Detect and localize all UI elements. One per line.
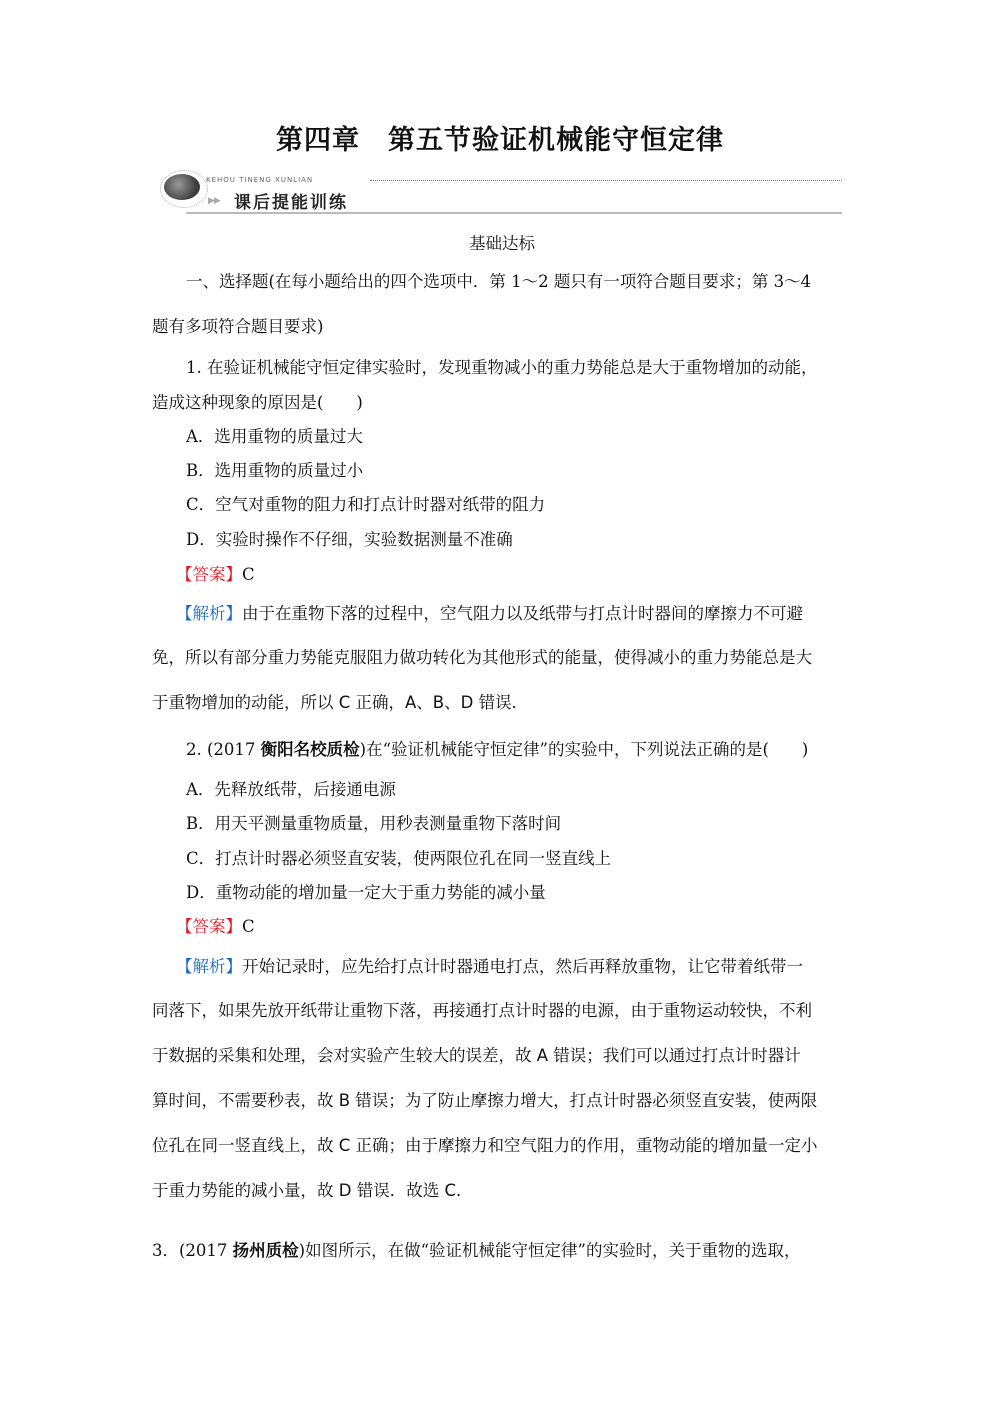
question-1-analysis-line-2: 免，所以有部分重力势能克服阻力做功转化为其他形式的能量，使得减小的重力势能总是大 xyxy=(152,648,812,667)
answer-label: 【答案】 xyxy=(176,565,242,584)
question-2-analysis-line-6: 于重力势能的减小量，故 D 错误．故选 C． xyxy=(152,1181,473,1200)
instructions-line-2: 题有多项符合题目要求) xyxy=(152,317,324,336)
question-1-option-b: B．选用重物的质量过小 xyxy=(186,461,364,480)
question-2-source: 衡阳名校质检 xyxy=(260,740,360,759)
question-1-stem-line-2: 造成这种现象的原因是( ) xyxy=(152,393,363,412)
question-2-option-a: A．先释放纸带，后接通电源 xyxy=(186,780,396,799)
instructions-line-1: 一、选择题(在每小题给出的四个选项中．第 1～2 题只有一项符合题目要求；第 3～4 xyxy=(186,272,812,291)
question-1-option-a: A．选用重物的质量过大 xyxy=(186,427,363,446)
question-2-analysis-line-5: 位孔在同一竖直线上，故 C 正确；由于摩擦力和空气阻力的作用，重物动能的增加量一定小 xyxy=(152,1136,818,1155)
question-3-number: 3．(2017 xyxy=(152,1241,233,1260)
question-1-analysis-line-3: 于重物增加的动能，所以 C 正确，A、B、D 错误． xyxy=(152,693,529,712)
question-1-answer xyxy=(152,561,876,585)
question-2-number: 2. (2017 xyxy=(186,740,261,759)
question-2-option-c: C．打点计时器必须竖直安装，使两限位孔在同一竖直线上 xyxy=(186,849,612,868)
answer-value: C xyxy=(242,917,255,936)
banner-label: 课后提能训练 xyxy=(234,193,348,213)
analysis-label: 【解析】 xyxy=(176,957,242,976)
question-1-analysis-line-1 xyxy=(152,600,876,624)
answer-label: 【答案】 xyxy=(176,917,242,936)
question-3-text: )如图所示，在做“验证机械能守恒定律”的实验时，关于重物的选取， xyxy=(298,1241,801,1260)
page-title: 第四章 第五节验证机械能守恒定律 xyxy=(276,125,724,156)
question-1-option-c: C．空气对重物的阻力和打点计时器对纸带的阻力 xyxy=(186,495,546,514)
question-2-analysis-line-1 xyxy=(152,953,876,977)
question-1-option-d: D．实验时操作不仔细，实验数据测量不准确 xyxy=(186,530,513,549)
question-2-analysis-line-4: 算时间，不需要秒表，故 B 错误；为了防止摩擦力增大，打点计时器必须竖直安装，使两限 xyxy=(152,1091,818,1110)
question-2-stem xyxy=(152,736,886,760)
section-banner xyxy=(158,168,842,218)
section-heading: 基础达标 xyxy=(469,234,535,253)
question-3-stem xyxy=(152,1237,852,1261)
question-1-stem-line-1: 1. 在验证机械能守恒定律实验时，发现重物减小的重力势能总是大于重物增加的动能， xyxy=(186,358,818,377)
banner-dotted-line xyxy=(370,180,842,181)
analysis-text: 开始记录时，应先给打点计时器通电打点，然后再释放重物，让它带着纸带一 xyxy=(242,957,803,976)
question-2-analysis-line-2: 同落下，如果先放开纸带让重物下落，再接通打点计时器的电源，由于重物运动较快，不利 xyxy=(152,1001,812,1020)
question-2-text: )在“验证机械能守恒定律”的实验中，下列说法正确的是( ) xyxy=(359,740,809,759)
question-2-option-d: D．重物动能的增加量一定大于重力势能的减小量 xyxy=(186,883,546,902)
banner-orb-icon xyxy=(164,174,200,200)
question-2-answer xyxy=(152,913,876,937)
play-arrows-icon: ▶▶ xyxy=(208,196,220,206)
question-3-source: 扬州质检 xyxy=(232,1241,299,1260)
analysis-text: 由于在重物下落的过程中，空气阻力以及纸带与打点计时器间的摩擦力不可避 xyxy=(242,604,803,623)
question-2-analysis-line-3: 于数据的采集和处理，会对实验产生较大的误差，故 A 错误；我们可以通过打点计时器计 xyxy=(152,1046,801,1065)
banner-pinyin: KEHOU TINENG XUNLIAN xyxy=(206,176,314,184)
question-2-option-b: B．用天平测量重物质量，用秒表测量重物下落时间 xyxy=(186,814,562,833)
banner-underline xyxy=(186,212,842,214)
answer-value: C xyxy=(242,565,255,584)
analysis-label: 【解析】 xyxy=(176,604,242,623)
